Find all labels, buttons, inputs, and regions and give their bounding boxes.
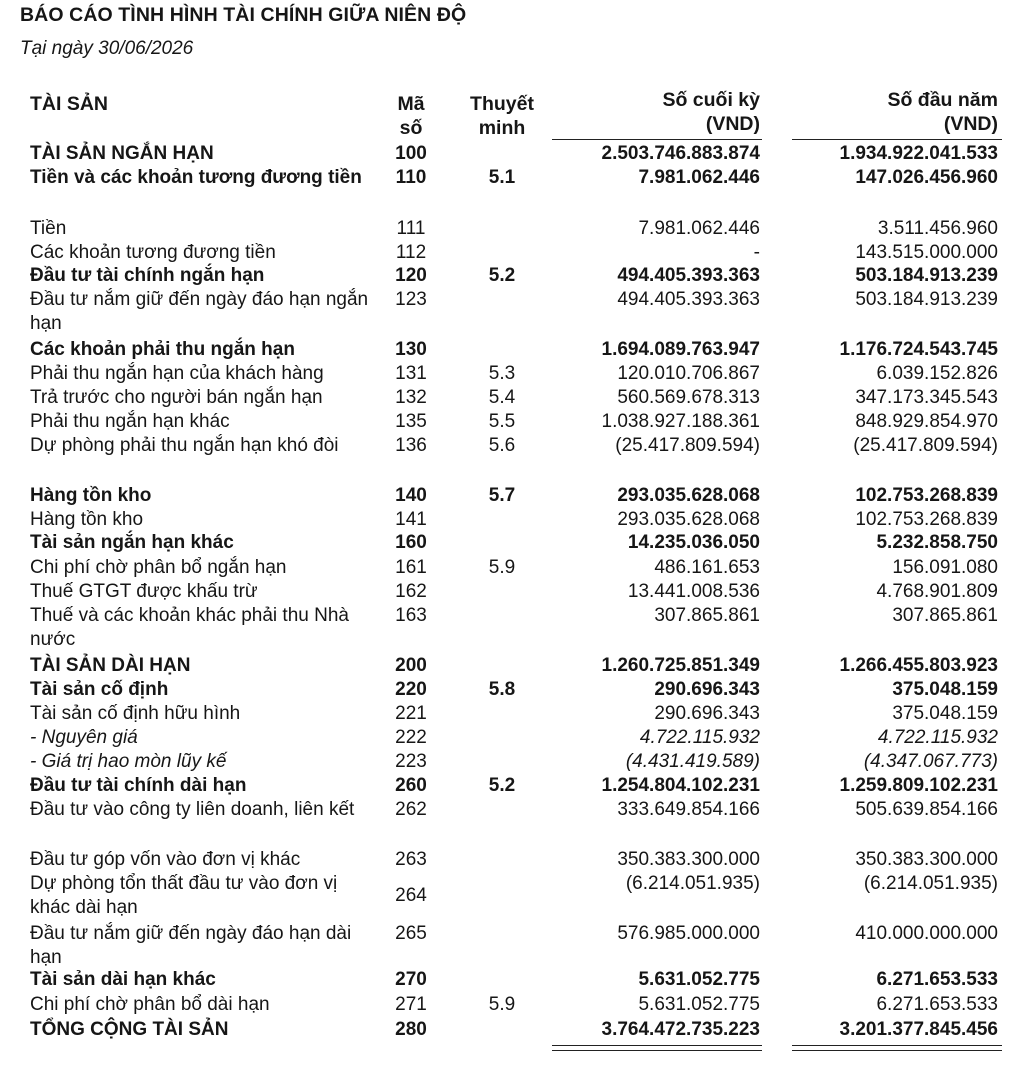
row-note: 5.6 xyxy=(488,435,516,456)
col-header-name: TÀI SẢN xyxy=(30,93,108,115)
row-value-begin: 102.753.268.839 xyxy=(855,509,998,530)
row-code: 222 xyxy=(395,727,427,748)
row-label: Tài sản dài hạn khác xyxy=(30,969,216,990)
row-note: 5.9 xyxy=(488,557,516,578)
row-value-begin: (4.347.067.773) xyxy=(863,751,998,772)
row-value-end: 576.985.000.000 xyxy=(617,923,760,944)
row-label: Chi phí chờ phân bổ dài hạn xyxy=(30,994,270,1015)
row-value-begin: 1.266.455.803.923 xyxy=(839,655,998,676)
row-value-begin: 147.026.456.960 xyxy=(855,167,998,188)
row-value-begin: 4.722.115.932 xyxy=(877,727,998,748)
row-label: Chi phí chờ phân bổ ngắn hạn xyxy=(30,557,287,578)
row-label: TỔNG CỘNG TÀI SẢN xyxy=(30,1019,229,1040)
row-value-end: 350.383.300.000 xyxy=(617,849,760,870)
row-value-end: 2.503.746.883.874 xyxy=(601,143,760,164)
row-value-end: 5.631.052.775 xyxy=(638,969,760,990)
row-value-end: 1.254.804.102.231 xyxy=(601,775,760,796)
row-label: Hàng tồn kho xyxy=(30,509,144,530)
row-label: TÀI SẢN NGẮN HẠN xyxy=(30,143,214,164)
row-value-end: 293.035.628.068 xyxy=(617,485,760,506)
row-code: 223 xyxy=(395,751,427,772)
row-value-end: 14.235.036.050 xyxy=(627,532,760,553)
row-code: 132 xyxy=(395,387,427,408)
row-value-begin: 5.232.858.750 xyxy=(876,532,998,553)
row-value-begin: 102.753.268.839 xyxy=(855,485,998,506)
row-label: Tiền và các khoản tương đương tiền xyxy=(30,167,362,188)
row-value-begin: (25.417.809.594) xyxy=(853,435,998,456)
row-code: 264 xyxy=(395,885,427,906)
row-code: 262 xyxy=(395,799,427,820)
row-label: Đầu tư vào công ty liên doanh, liên kết xyxy=(30,799,355,820)
row-label: Đầu tư tài chính ngắn hạn xyxy=(30,265,265,286)
row-value-begin: 143.515.000.000 xyxy=(855,242,998,263)
row-value-end: 1.038.927.188.361 xyxy=(601,411,760,432)
row-note: 5.8 xyxy=(488,679,516,700)
row-label: - Nguyên giá xyxy=(30,727,138,748)
row-note: 5.4 xyxy=(488,387,516,408)
col-header-end: Số cuối kỳ (VND) xyxy=(662,89,760,135)
row-value-begin: (6.214.051.935) xyxy=(863,873,998,894)
row-note: 5.9 xyxy=(488,994,516,1015)
row-code: 162 xyxy=(395,581,427,602)
row-label: TÀI SẢN DÀI HẠN xyxy=(30,655,191,676)
row-value-end: 13.441.008.536 xyxy=(627,581,760,602)
row-value-begin: 3.511.456.960 xyxy=(877,218,998,239)
row-code: 140 xyxy=(395,485,427,506)
row-code: 135 xyxy=(395,411,427,432)
row-note: 5.7 xyxy=(488,485,516,506)
row-label: Thuế và các khoản khác phải thu Nhà nước xyxy=(30,605,349,650)
row-code: 200 xyxy=(395,655,427,676)
row-label: Tiền xyxy=(30,218,67,239)
row-value-end: 560.569.678.313 xyxy=(617,387,760,408)
row-label: Tài sản cố định hữu hình xyxy=(30,703,241,724)
row-code: 123 xyxy=(395,289,427,310)
row-code: 163 xyxy=(395,605,427,626)
row-label: Tài sản cố định xyxy=(30,679,169,700)
row-value-begin: 1.176.724.543.745 xyxy=(839,339,998,360)
row-value-begin: 350.383.300.000 xyxy=(855,849,998,870)
row-value-end: 3.764.472.735.223 xyxy=(601,1019,760,1040)
row-value-end: 290.696.343 xyxy=(654,703,760,724)
row-code: 130 xyxy=(395,339,427,360)
row-value-begin: 848.929.854.970 xyxy=(855,411,998,432)
row-value-begin: 6.271.653.533 xyxy=(876,969,998,990)
row-code: 263 xyxy=(395,849,427,870)
row-note: 5.5 xyxy=(488,411,516,432)
col-header-note: Thuyết minh xyxy=(470,93,534,139)
row-code: 221 xyxy=(395,703,427,724)
row-code: 270 xyxy=(395,969,427,990)
row-value-begin: 503.184.913.239 xyxy=(855,289,998,310)
row-value-begin: 4.768.901.809 xyxy=(876,581,998,602)
row-code: 271 xyxy=(395,994,427,1015)
row-value-begin: 375.048.159 xyxy=(892,679,998,700)
report-subtitle: Tại ngày 30/06/2026 xyxy=(20,38,194,59)
row-code: 136 xyxy=(395,435,427,456)
row-value-begin: 6.271.653.533 xyxy=(876,994,998,1015)
row-label: Tài sản ngắn hạn khác xyxy=(30,532,234,553)
row-value-begin: 375.048.159 xyxy=(892,703,998,724)
row-code: 112 xyxy=(395,242,427,263)
row-value-end: (6.214.051.935) xyxy=(625,873,760,894)
row-label: Thuế GTGT được khấu trừ xyxy=(30,581,258,602)
row-value-end: 1.694.089.763.947 xyxy=(601,339,760,360)
row-code: 111 xyxy=(396,218,426,239)
row-code: 265 xyxy=(395,923,427,944)
row-note: 5.2 xyxy=(488,265,516,286)
row-value-begin: 503.184.913.239 xyxy=(855,265,998,286)
row-value-end: (25.417.809.594) xyxy=(615,435,760,456)
row-code: 160 xyxy=(395,532,427,553)
row-label: Dự phòng phải thu ngắn hạn khó đòi xyxy=(30,435,339,456)
row-label: Dự phòng tổn thất đầu tư vào đơn vị khác dài hạn xyxy=(30,873,338,918)
row-label: - Giá trị hao mòn lũy kế xyxy=(30,751,227,772)
row-note: 5.1 xyxy=(488,167,516,188)
row-label: Hàng tồn kho xyxy=(30,485,152,506)
row-value-begin: 307.865.861 xyxy=(892,605,998,626)
row-label: Đầu tư nắm giữ đến ngày đáo hạn ngắn hạn xyxy=(30,289,369,334)
row-value-begin: 156.091.080 xyxy=(892,557,998,578)
row-label: Các khoản phải thu ngắn hạn xyxy=(30,339,295,360)
row-value-begin: 1.259.809.102.231 xyxy=(839,775,998,796)
col-header-code: Mã số xyxy=(397,93,425,139)
row-value-begin: 347.173.345.543 xyxy=(855,387,998,408)
row-value-end: 494.405.393.363 xyxy=(617,289,760,310)
row-label: Các khoản tương đương tiền xyxy=(30,242,276,263)
row-code: 100 xyxy=(395,143,427,164)
row-label: Trả trước cho người bán ngắn hạn xyxy=(30,387,323,408)
row-value-end: 290.696.343 xyxy=(654,679,760,700)
row-value-end: 5.631.052.775 xyxy=(638,994,760,1015)
row-label: Phải thu ngắn hạn của khách hàng xyxy=(30,363,324,384)
row-value-end: 307.865.861 xyxy=(654,605,760,626)
total-double-underline-begin-1 xyxy=(792,1045,1002,1046)
row-value-end: (4.431.419.589) xyxy=(625,751,760,772)
row-code: 260 xyxy=(395,775,427,796)
row-value-end: 486.161.653 xyxy=(654,557,760,578)
row-note: 5.2 xyxy=(488,775,516,796)
row-value-end: - xyxy=(753,242,760,263)
row-value-begin: 6.039.152.826 xyxy=(876,363,998,384)
row-code: 110 xyxy=(395,167,427,188)
report-title: BÁO CÁO TÌNH HÌNH TÀI CHÍNH GIỮA NIÊN ĐỘ xyxy=(20,4,467,26)
row-note: 5.3 xyxy=(488,363,516,384)
row-code: 161 xyxy=(395,557,427,578)
total-double-underline-begin-2 xyxy=(792,1050,1002,1051)
row-value-end: 7.981.062.446 xyxy=(638,218,760,239)
row-label: Phải thu ngắn hạn khác xyxy=(30,411,230,432)
row-code: 120 xyxy=(395,265,427,286)
row-code: 280 xyxy=(395,1019,427,1040)
row-label: Đầu tư góp vốn vào đơn vị khác xyxy=(30,849,301,870)
row-value-begin: 1.934.922.041.533 xyxy=(839,143,998,164)
row-value-end: 333.649.854.166 xyxy=(617,799,760,820)
row-label: Đầu tư nắm giữ đến ngày đáo hạn dài hạn xyxy=(30,923,352,968)
total-double-underline-end-1 xyxy=(552,1045,762,1046)
row-code: 220 xyxy=(395,679,427,700)
row-value-begin: 410.000.000.000 xyxy=(855,923,998,944)
row-code: 141 xyxy=(395,509,427,530)
row-value-end: 120.010.706.867 xyxy=(617,363,760,384)
row-value-end: 7.981.062.446 xyxy=(638,167,760,188)
row-value-end: 1.260.725.851.349 xyxy=(601,655,760,676)
row-value-end: 494.405.393.363 xyxy=(617,265,760,286)
col-header-begin: Số đầu năm (VND) xyxy=(887,89,998,135)
row-value-begin: 505.639.854.166 xyxy=(855,799,998,820)
row-code: 131 xyxy=(395,363,427,384)
row-value-begin: 3.201.377.845.456 xyxy=(839,1019,998,1040)
total-double-underline-end-2 xyxy=(552,1050,762,1051)
row-label: Đầu tư tài chính dài hạn xyxy=(30,775,247,796)
row-value-end: 293.035.628.068 xyxy=(617,509,760,530)
row-value-end: 4.722.115.932 xyxy=(639,727,760,748)
